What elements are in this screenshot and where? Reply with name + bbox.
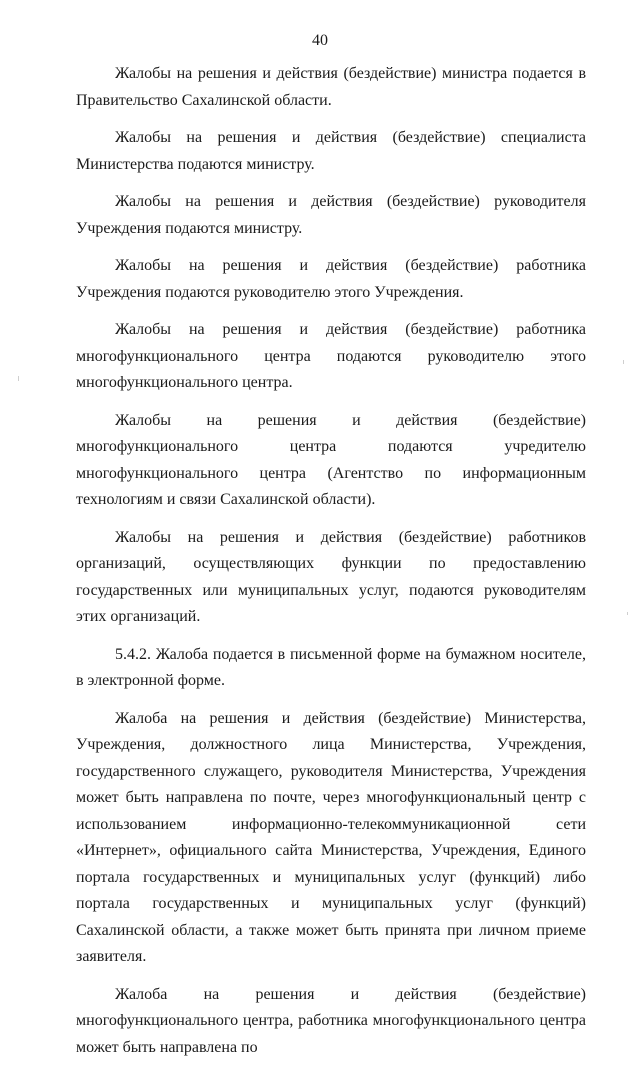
paragraph-complaint-mfc-channels: Жалоба на решения и действия (бездействие) многофункционального центра, работника многофункционального центра может быть направлена по [76, 985, 586, 1056]
paragraph-complaint-minister: Жалобы на решения и действия (бездействие) министра подается в Правительство Сахалинской области. [76, 65, 586, 109]
paragraph-complaint-institution-employee: Жалобы на решения и действия (бездействие) работника Учреждения подаются руководителю этого Учреждения. [76, 257, 586, 301]
paragraph-complaint-mfc-employee: Жалобы на решения и действия (бездействие) работника многофункционального центра подаются руководителю этого многофункционального центра. [76, 321, 586, 391]
paragraph-complaint-mfc: Жалобы на решения и действия (бездействие) многофункционального центра подаются учредителю многофункционального центра (Агентство по информационным технологиям и связи Сахалинской области). [76, 411, 586, 508]
page-number: 40 [312, 32, 328, 49]
scan-speck [623, 360, 624, 364]
paragraph-complaint-organizations: Жалобы на решения и действия (бездействие) работников организаций, осуществляющих функции по предоставлению государственных или муниципальных услуг, подаются руководителям этих организаций. [76, 528, 586, 625]
scan-speck [18, 376, 19, 381]
paragraph-complaint-institution-head: Жалобы на решения и действия (бездействие) руководителя Учреждения подаются министру. [76, 193, 586, 237]
document-body [76, 61, 586, 1072]
paragraph-complaint-channels: Жалоба на решения и действия (бездействие) Министерства, Учреждения, должностного лица Министерства, Учреждения, государственного служащего, руководителя Министерства, Учреждения может быть направлена по почте, через многофункциональный центр с использованием информационно-телекоммуникационной сети «Интернет», официального сайта Министерства, Учреждения, Единого портала государственных и муниципальных услуг (функций) либо портала государственных и муниципальных услуг (функций) Сахалинской области, а также может быть принята при личном приеме заявителя. [76, 709, 586, 965]
paragraph-complaint-specialist: Жалобы на решения и действия (бездействие) специалиста Министерства подаются министру. [76, 129, 586, 173]
paragraph-complaint-form: 5.4.2. Жалоба подается в письменной форме на бумажном носителе, в электронной форме. [76, 645, 586, 689]
scan-speck [627, 612, 628, 615]
